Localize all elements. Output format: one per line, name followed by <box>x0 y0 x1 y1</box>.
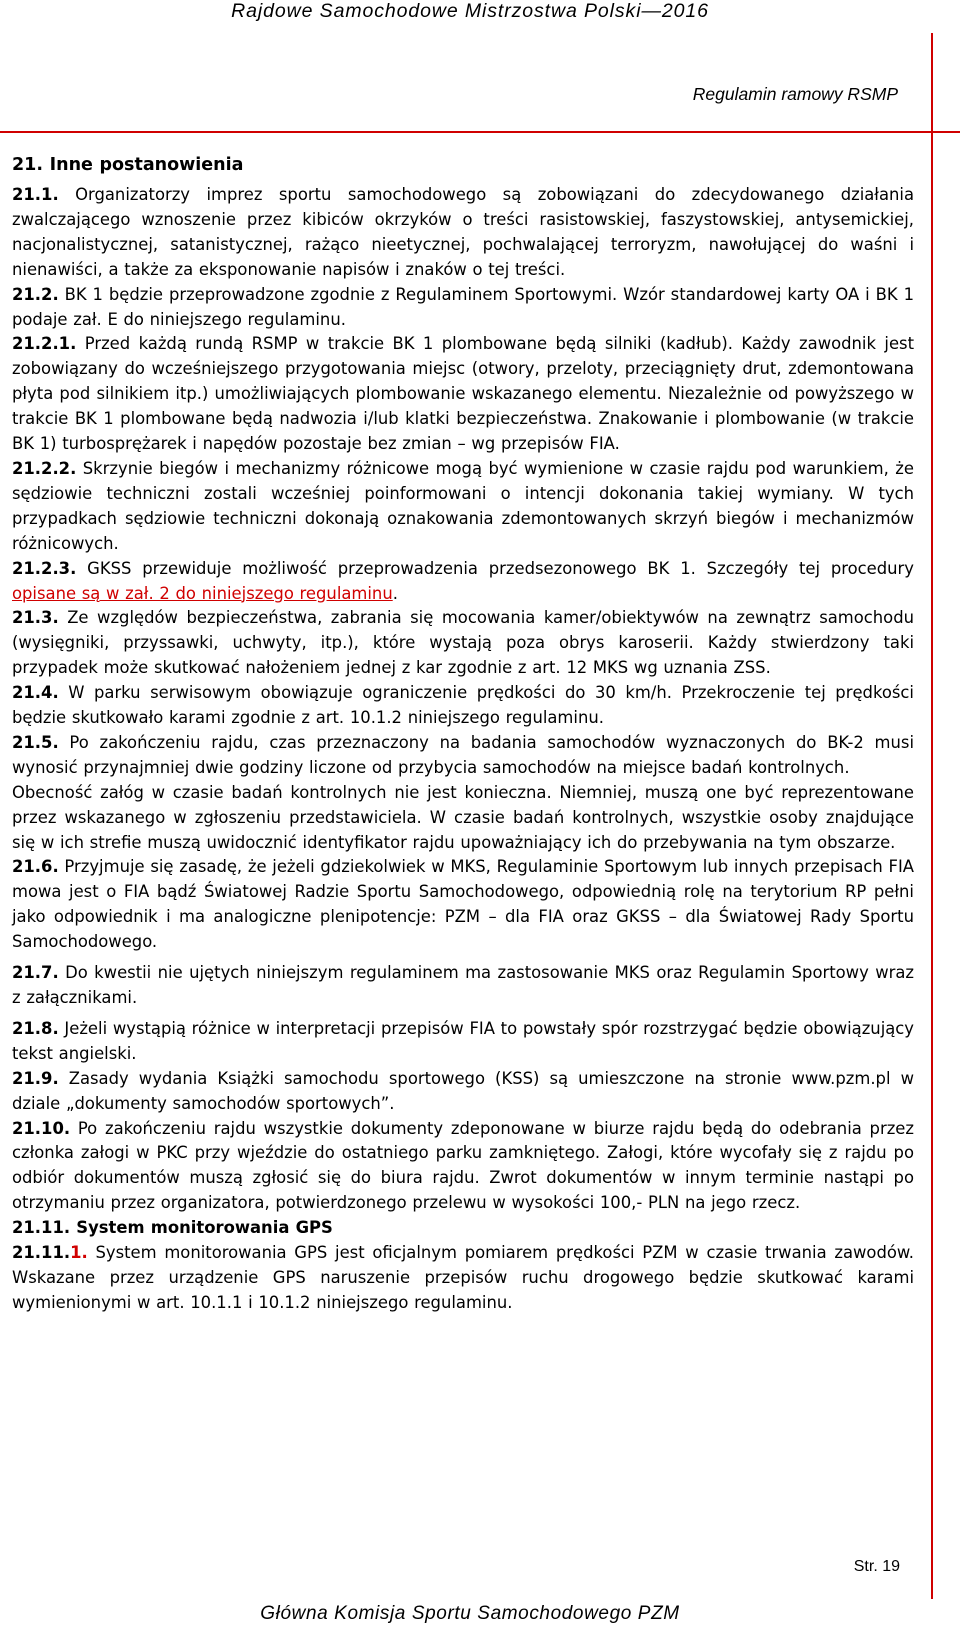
document-body <box>12 150 914 1316</box>
paragraph-text: Po zakończeniu rajdu, czas przeznaczony na badania samochodów wyznaczonych do BK-2 musi wynosić przynajmniej dwie godziny liczone od przybycia samochodów na miejsce badań kontrolnych. <box>12 732 914 777</box>
paragraph-number: 21.3. <box>12 608 59 628</box>
paragraph-21-2-3 <box>12 557 914 607</box>
paragraph-21-5 <box>12 731 914 781</box>
attachment-link[interactable]: opisane są w zał. 2 do niniejszego regulaminu <box>12 583 393 603</box>
paragraph-text: Do kwestii nie ujętych niniejszym regulaminem ma zastosowanie MKS oraz Regulamin Sportowy wraz z załącznikami. <box>12 963 914 1007</box>
paragraph-number: 21.11. <box>12 1243 71 1263</box>
paragraph-21-2 <box>12 283 914 333</box>
paragraph-21-3 <box>12 606 914 681</box>
paragraph-text: W parku serwisowym obowiązuje ograniczenie prędkości do 30 km/h. Przekroczenie tej prędkości będzie skutkowało karami zgodnie z art. 10.1.2 niniejszego regulaminu. <box>12 683 914 728</box>
header-subtitle: Regulamin ramowy RSMP <box>692 84 898 104</box>
paragraph-21-5-cont <box>12 781 914 856</box>
paragraph-21-8 <box>12 1017 914 1067</box>
paragraph-text: Po zakończeniu rajdu wszystkie dokumenty zdeponowane w biurze rajdu będą do odebrania przez członka załogi w PKC przy wjeździe do ostatniego parku zamkniętego. Załogi, które wycofały się z rajdu po odbiór dokumentów muszą zgłosić się do biura rajdu. Zwrot dokumentów w innym terminie nastąpi po otrzymaniu przez organizatora, potwierdzonego przelewu w wysokości 100,- PLN na jego rzecz. <box>12 1118 914 1213</box>
paragraph-number-suffix: 1. <box>70 1243 88 1263</box>
header-rule <box>0 131 960 133</box>
paragraph-text: System monitorowania GPS jest oficjalnym pomiarem prędkości PZM w czasie trwania zawodów. Wskazane przez urządzenie GPS naruszenie przepisów ruchu drogowego będzie skutkować karami wymienionymi w art. 10.1.1 i 10.1.2 niniejszego regulaminu. <box>12 1243 914 1312</box>
paragraph-text: Organizatorzy imprez sportu samochodowego są zobowiązani do zdecydowanego działania zwalczającego wznoszenie przez kibiców okrzyków o treści rasistowskiej, faszystowskiej, antysemickiej, nacjonalistycznej, satanistycznej, rażąco nieetycznej, pochwalającej terroryzm, nawołującej do waśni i nienawiści, a także za eksponowanie napisów i znaków o tej treści. <box>12 185 914 279</box>
paragraph-text: Obecność załóg w czasie badań kontrolnych nie jest konieczna. Niemniej, muszą one być reprezentowane przez wskazanego w zgłoszeniu przedstawiciela. W czasie badań kontrolnych, wszystkie osoby znajdujące się w ich strefie muszą uwidocznić identyfikator rajdu upoważniający ich do przebywania na tym obszarze. <box>12 782 914 852</box>
paragraph-text: Jeżeli wystąpią różnice w interpretacji przepisów FIA to powstały spór rozstrzygać będzie obowiązujący tekst angielski. <box>12 1018 915 1063</box>
paragraph-number: 21.10. <box>12 1118 71 1138</box>
paragraph-21-2-1 <box>12 332 914 457</box>
paragraph-number: 21.1. <box>12 185 59 204</box>
paragraph-number: 21.2. <box>12 284 59 304</box>
paragraph-text: GKSS przewiduje możliwość przeprowadzenia przedsezonowego BK 1. Szczegóły tej procedury <box>87 558 914 578</box>
margin-rule <box>931 33 933 1599</box>
paragraph-21-9 <box>12 1067 914 1117</box>
paragraph-21-1 <box>12 183 914 283</box>
page-number: Str. 19 <box>853 1558 900 1575</box>
section-heading: 21. Inne postanowienia <box>12 155 244 175</box>
paragraph-number: 21.2.1. <box>12 334 77 354</box>
paragraph-21-10 <box>12 1117 914 1217</box>
paragraph-text: Przed każdą rundą RSMP w trakcie BK 1 plombowane będą silniki (kadłub). Każdy zawodnik jest zobowiązany do wcześniejszego przygotowania miejsc (otwory, przeloty, przeciągnięty drut, zdemontowana płyta pod silnikiem itp.) umożliwiających plombowanie wskazanego elementu. Niezależnie od powyższego w trakcie BK 1 plombowane będą nadwozia i/lub klatki bezpieczeństwa. Znakowanie i plombowanie (w trakcie BK 1) turbosprężarek i napędów pozostaje bez zmian – wg przepisów FIA. <box>12 334 914 454</box>
paragraph-text: Skrzynie biegów i mechanizmy różnicowe mogą być wymienione w czasie rajdu pod warunkiem, że sędziowie techniczni zostali wcześniej poinformowani o intencji dokonania takiej wymiany. W tych przypadkach sędziowie techniczni dokonają oznakowania zdemontowanych skrzyń biegów i mechanizmów różnicowych. <box>12 458 914 553</box>
paragraph-text: Przyjmuje się zasadę, że jeżeli gdziekolwiek w MKS, Regulaminie Sportowym lub innych przepisach FIA mowa jest o FIA bądź Światowej Radzie Sportu Samochodowego, odpowiednią rolę na terytorium RP pełni jako odpowiednik i ma analogiczne plenipotencje: PZM – dla FIA oraz GKSS – dla Światowej Rady Sportu Samochodowego. <box>12 857 914 952</box>
paragraph-21-4 <box>12 681 914 731</box>
paragraph-number: 21.7. <box>12 963 59 983</box>
paragraph-number: 21.9. <box>12 1068 59 1088</box>
paragraph-21-7 <box>12 961 914 1011</box>
subsection-heading: 21.11. System monitorowania GPS <box>12 1218 333 1238</box>
paragraph-number: 21.2.3. <box>12 558 77 578</box>
paragraph-number: 21.8. <box>12 1018 59 1038</box>
paragraph-text: BK 1 będzie przeprowadzone zgodnie z Regulaminem Sportowymi. Wzór standardowej karty OA i BK 1 podaje zał. E do niniejszego regulaminu. <box>12 284 914 329</box>
paragraph-number: 21.2.2. <box>12 458 77 478</box>
paragraph-text: Zasady wydania Książki samochodu sportowego (KSS) są umieszczone na stronie www.pzm.pl w dziale „dokumenty samochodów sportowych”. <box>12 1068 914 1113</box>
paragraph-number: 21.4. <box>12 683 59 703</box>
paragraph-21-11-1 <box>12 1241 914 1316</box>
paragraph-number: 21.5. <box>12 732 59 752</box>
paragraph-21-6 <box>12 855 914 955</box>
paragraph-text-end: . <box>392 583 398 603</box>
paragraph-21-2-2 <box>12 457 914 557</box>
paragraph-number: 21.6. <box>12 857 59 877</box>
footer-title: Główna Komisja Sportu Samochodowego PZM <box>260 1603 680 1624</box>
header-title: Rajdowe Samochodowe Mistrzostwa Polski—2016 <box>231 0 709 22</box>
paragraph-text: Ze względów bezpieczeństwa, zabrania się mocowania kamer/obiektywów na zewnątrz samochodu (wysięgniki, przyssawki, uchwyty, itp.), które wystają poza obrys karoserii. Każdy stwierdzony taki przypadek może skutkować nałożeniem jednej z kar zgodnie z art. 12 MKS wg uznania ZSS. <box>12 608 914 678</box>
